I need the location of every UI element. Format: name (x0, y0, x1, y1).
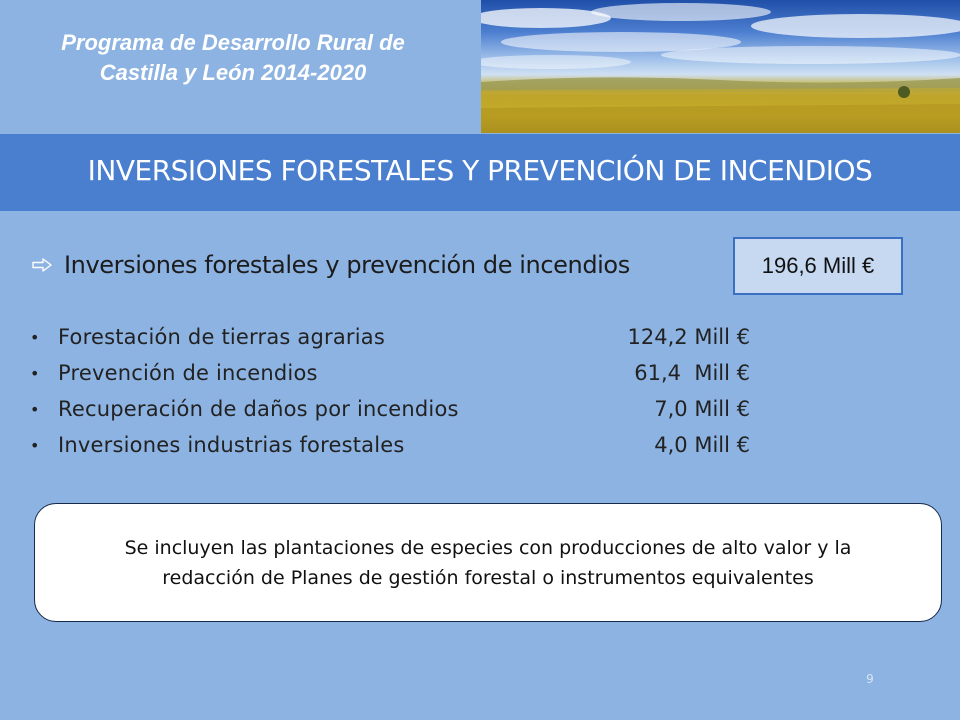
bullet-icon: • (30, 328, 40, 347)
item-amount: 61,4 Mill € (634, 361, 750, 385)
program-title-line2: Castilla y León 2014-2020 (99, 60, 367, 85)
section-heading-text: Inversiones forestales y prevención de incendios (64, 251, 630, 279)
bullet-icon: • (30, 436, 40, 455)
outline-right-arrow-icon (32, 258, 52, 272)
item-amount: 7,0 Mill € (654, 397, 750, 421)
landscape-drawing (481, 0, 960, 133)
bullet-icon: • (30, 400, 40, 419)
page-number: 9 (866, 672, 874, 686)
section-heading (32, 247, 630, 283)
list-item (30, 393, 750, 429)
list-item (30, 429, 750, 465)
item-amount: 4,0 Mill € (654, 433, 750, 457)
slide-title: INVERSIONES FORESTALES Y PREVENCIÓN DE INCENDIOS (87, 154, 873, 187)
total-amount-box: 196,6 Mill € (733, 237, 903, 295)
program-title (0, 28, 466, 88)
note-line2: redacción de Planes de gestión forestal o instrumentos equivalentes (162, 566, 814, 589)
note-line1: Se incluyen las plantaciones de especies con producciones de alto valor y la (124, 536, 852, 559)
investment-list (30, 321, 750, 465)
wheat-field-landscape-image (481, 0, 960, 133)
program-title-line1: Programa de Desarrollo Rural de (61, 30, 405, 55)
item-amount: 124,2 Mill € (627, 325, 750, 349)
item-label: Forestación de tierras agrarias (58, 325, 386, 349)
item-label: Prevención de incendios (58, 361, 318, 385)
item-label: Inversiones industrias forestales (58, 433, 405, 457)
list-item (30, 321, 750, 357)
item-label: Recuperación de daños por incendios (58, 397, 459, 421)
note-box (34, 503, 942, 622)
list-item (30, 357, 750, 393)
bullet-icon: • (30, 364, 40, 383)
